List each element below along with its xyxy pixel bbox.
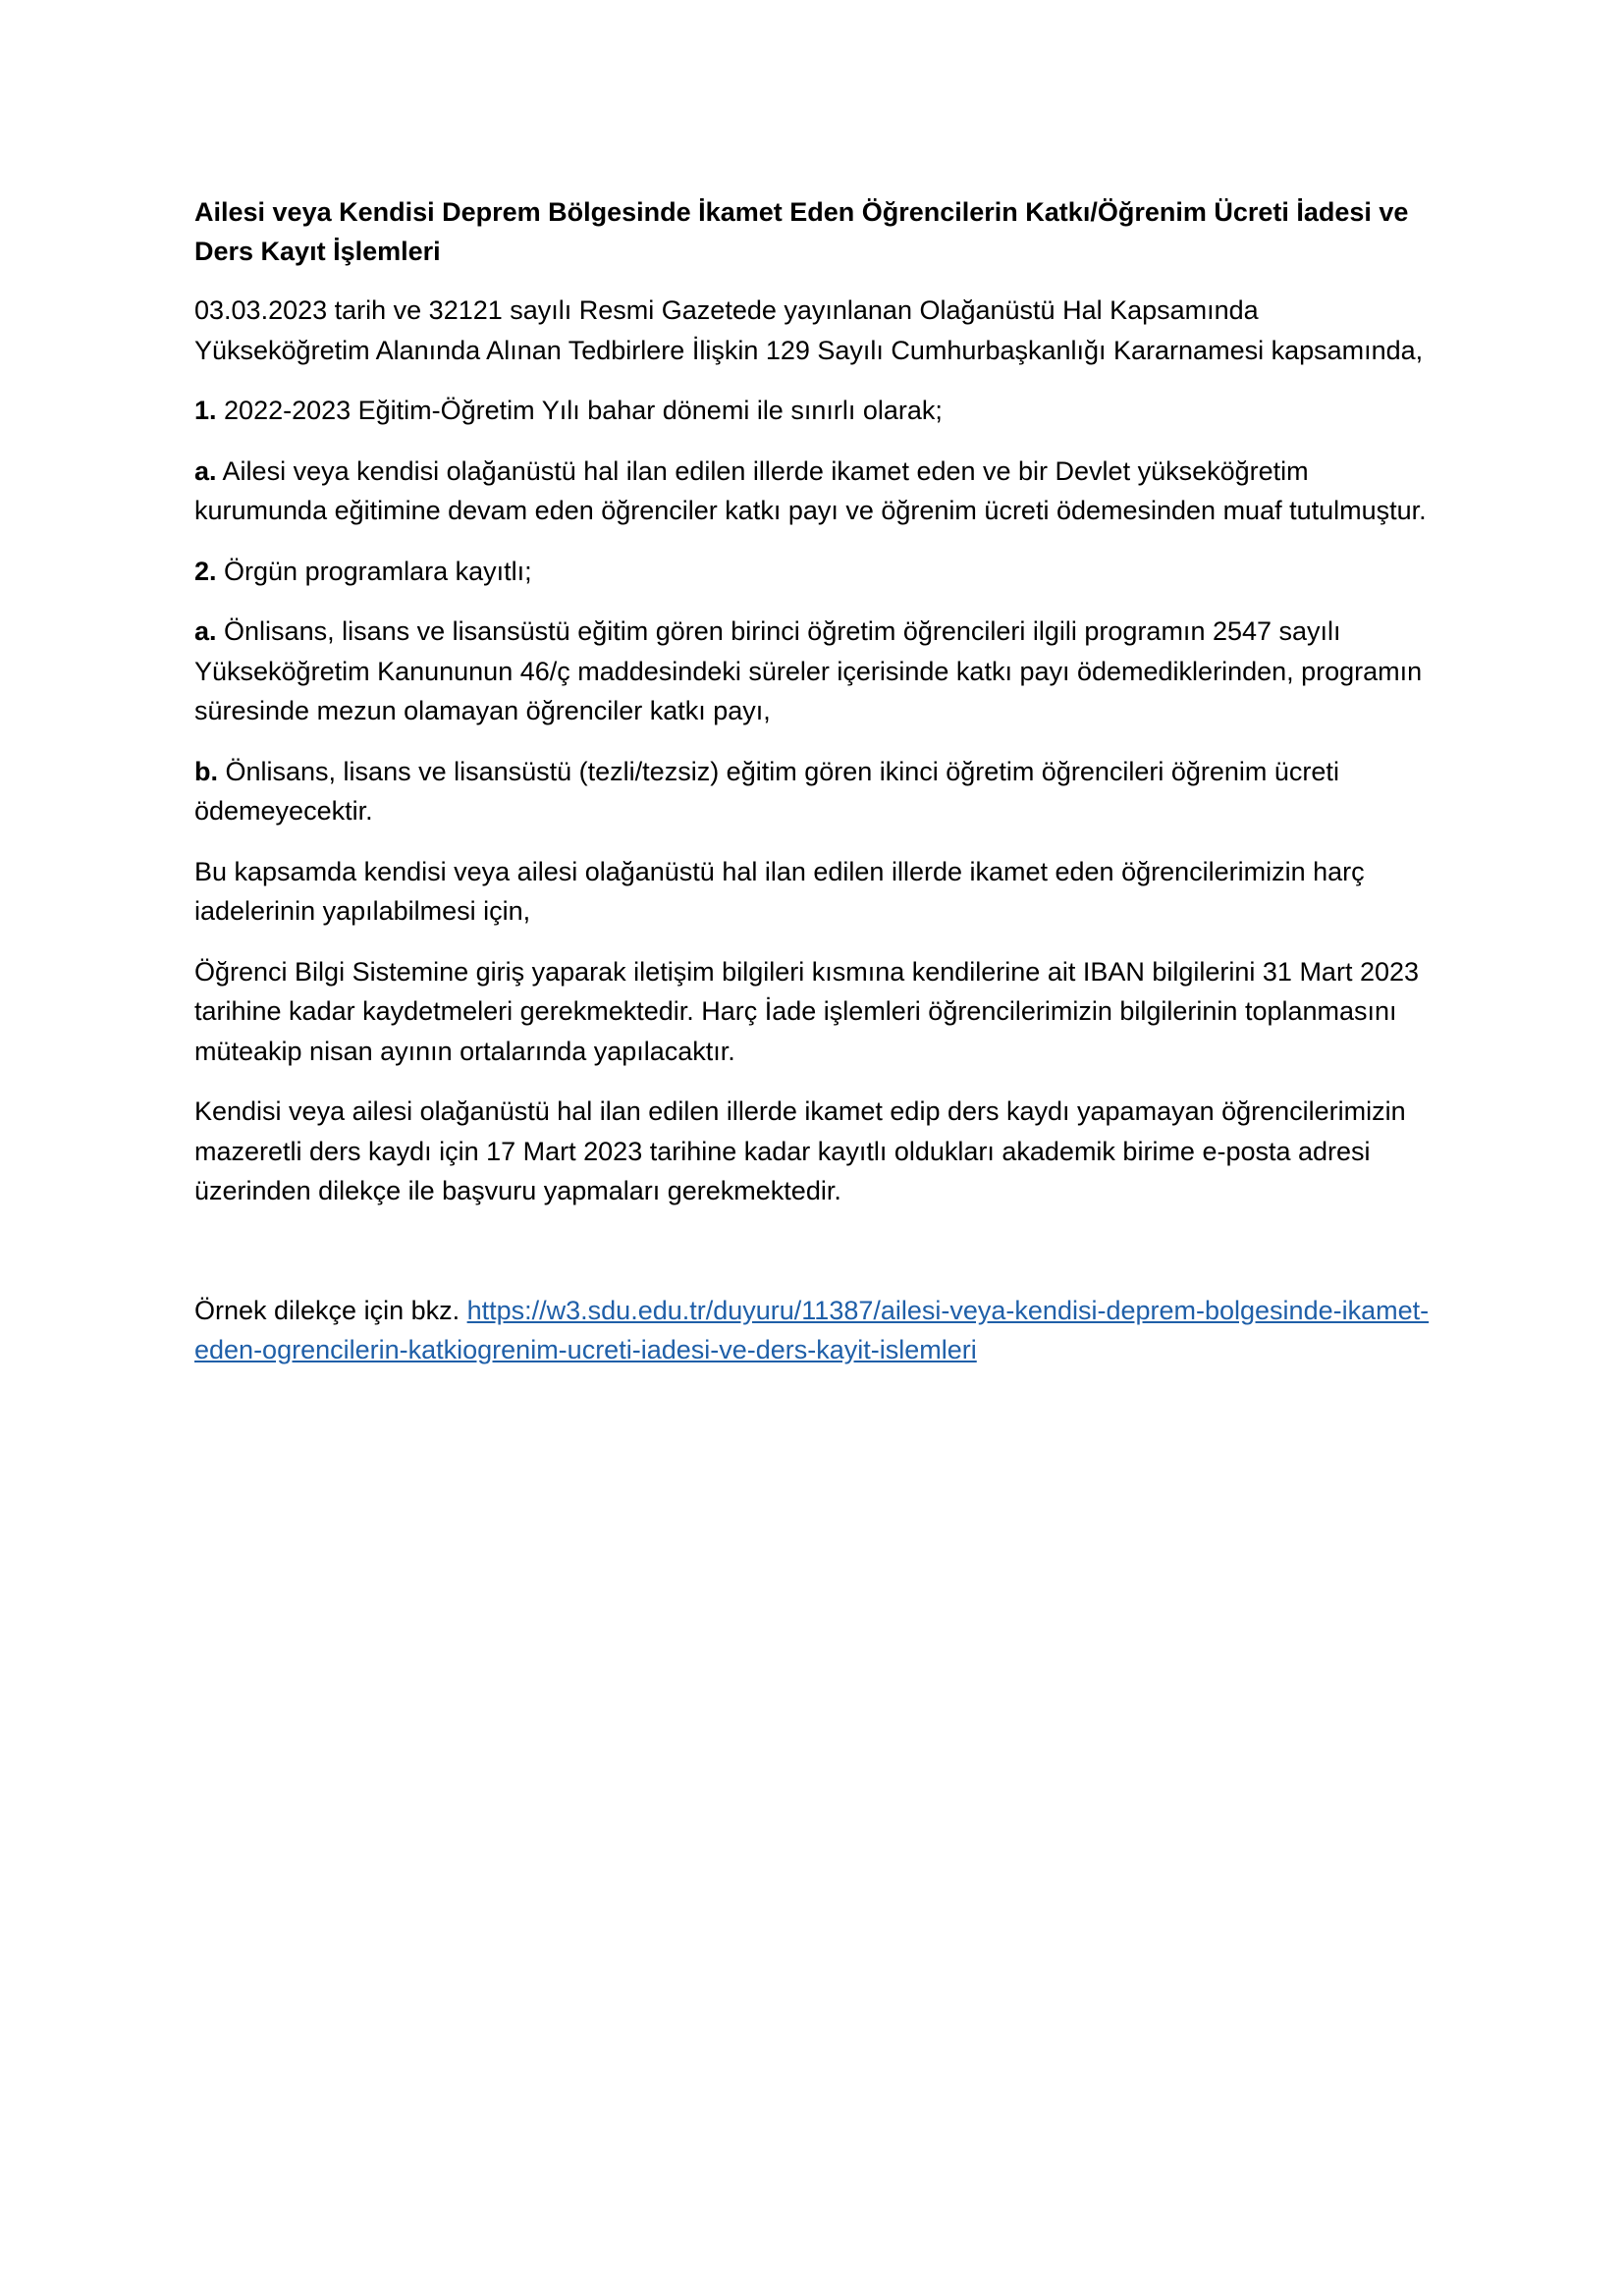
intro-paragraph: 03.03.2023 tarih ve 32121 sayılı Resmi Gazetede yayınlanan Olağanüstü Hal Kapsamında Yükseköğretim Alanında Alınan Tedbirlere İlişkin 129 Sayılı Cumhurbaşkanlığı Kararnamesi kapsamında, bbox=[194, 295, 1424, 365]
example-petition-link[interactable]: https://w3.sdu.edu.tr/duyuru/11387/ailesi-veya-kendisi-deprem-bolgesinde-ikamet-eden-ogrencilerin-katkiogrenim-ucreti-iadesi-ve-ders-kayit-islemleri bbox=[194, 1295, 1430, 1364]
item-1a-label: a. bbox=[194, 455, 217, 486]
item-2 bbox=[194, 552, 1434, 592]
item-2b-label: b. bbox=[194, 756, 218, 786]
document-page bbox=[194, 192, 1434, 1391]
item-2a-text: Önlisans, lisans ve lisansüstü eğitim gören birinci öğretim öğrencileri ilgili programın 2547 sayılı Yükseköğretim Kanununun 46/ç maddesindeki süreler içerisinde katkı payı ödemediklerinden, programın süresinde mezun olamayan öğrenciler katkı payı, bbox=[194, 616, 1423, 725]
item-1 bbox=[194, 391, 1434, 431]
item-1a-text: Ailesi veya kendisi olağanüstü hal ilan edilen illerde ikamet eden ve bir Devlet yükseköğretim kurumunda eğitimine devam eden öğrenciler katkı payı ve öğrenim ücreti ödemesinden muaf tutulmuştur. bbox=[194, 455, 1427, 525]
item-2a-label: a. bbox=[194, 616, 217, 646]
document-title: Ailesi veya Kendisi Deprem Bölgesinde İkamet Eden Öğrencilerin Katkı/Öğrenim Ücreti İadesi ve Ders Kayıt İşlemleri bbox=[194, 197, 1409, 266]
item-2-text: Örgün programlara kayıtlı; bbox=[216, 556, 532, 586]
example-petition-paragraph bbox=[194, 1291, 1434, 1370]
course-registration-paragraph: Kendisi veya ailesi olağanüstü hal ilan edilen illerde ikamet edip ders kaydı yapamayan öğrencilerimizin mazeretli ders kaydı için 17 Mart 2023 tarihine kadar kayıtlı oldukları akademik birime e-posta adresi üzerinden dilekçe ile başvuru yapmaları gerekmektedir. bbox=[194, 1096, 1406, 1205]
item-2b bbox=[194, 752, 1434, 831]
iban-paragraph: Öğrenci Bilgi Sistemine giriş yaparak iletişim bilgileri kısmına kendilerine ait IBAN bilgilerini 31 Mart 2023 tarihine kadar kaydetmeleri gerekmektedir. Harç İade işlemleri öğrencilerimizin bilgilerinin toplanmasını müteakip nisan ayının ortalarında yapılacaktır. bbox=[194, 956, 1420, 1066]
item-1-label: 1. bbox=[194, 396, 217, 425]
item-1a bbox=[194, 452, 1434, 531]
blank-line bbox=[194, 1232, 1434, 1291]
item-2b-text: Önlisans, lisans ve lisansüstü (tezli/tezsiz) eğitim gören ikinci öğretim öğrencileri öğrenim ücreti ödemeyecektir. bbox=[194, 756, 1339, 826]
item-2-label: 2. bbox=[194, 556, 217, 586]
item-2a bbox=[194, 612, 1434, 731]
example-prefix: Örnek dilekçe için bkz. bbox=[194, 1295, 467, 1325]
item-1-text: 2022-2023 Eğitim-Öğretim Yılı bahar dönemi ile sınırlı olarak; bbox=[216, 396, 943, 425]
refund-paragraph: Bu kapsamda kendisi veya ailesi olağanüstü hal ilan edilen illerde ikamet eden öğrencilerimizin harç iadelerinin yapılabilmesi için, bbox=[194, 856, 1365, 926]
